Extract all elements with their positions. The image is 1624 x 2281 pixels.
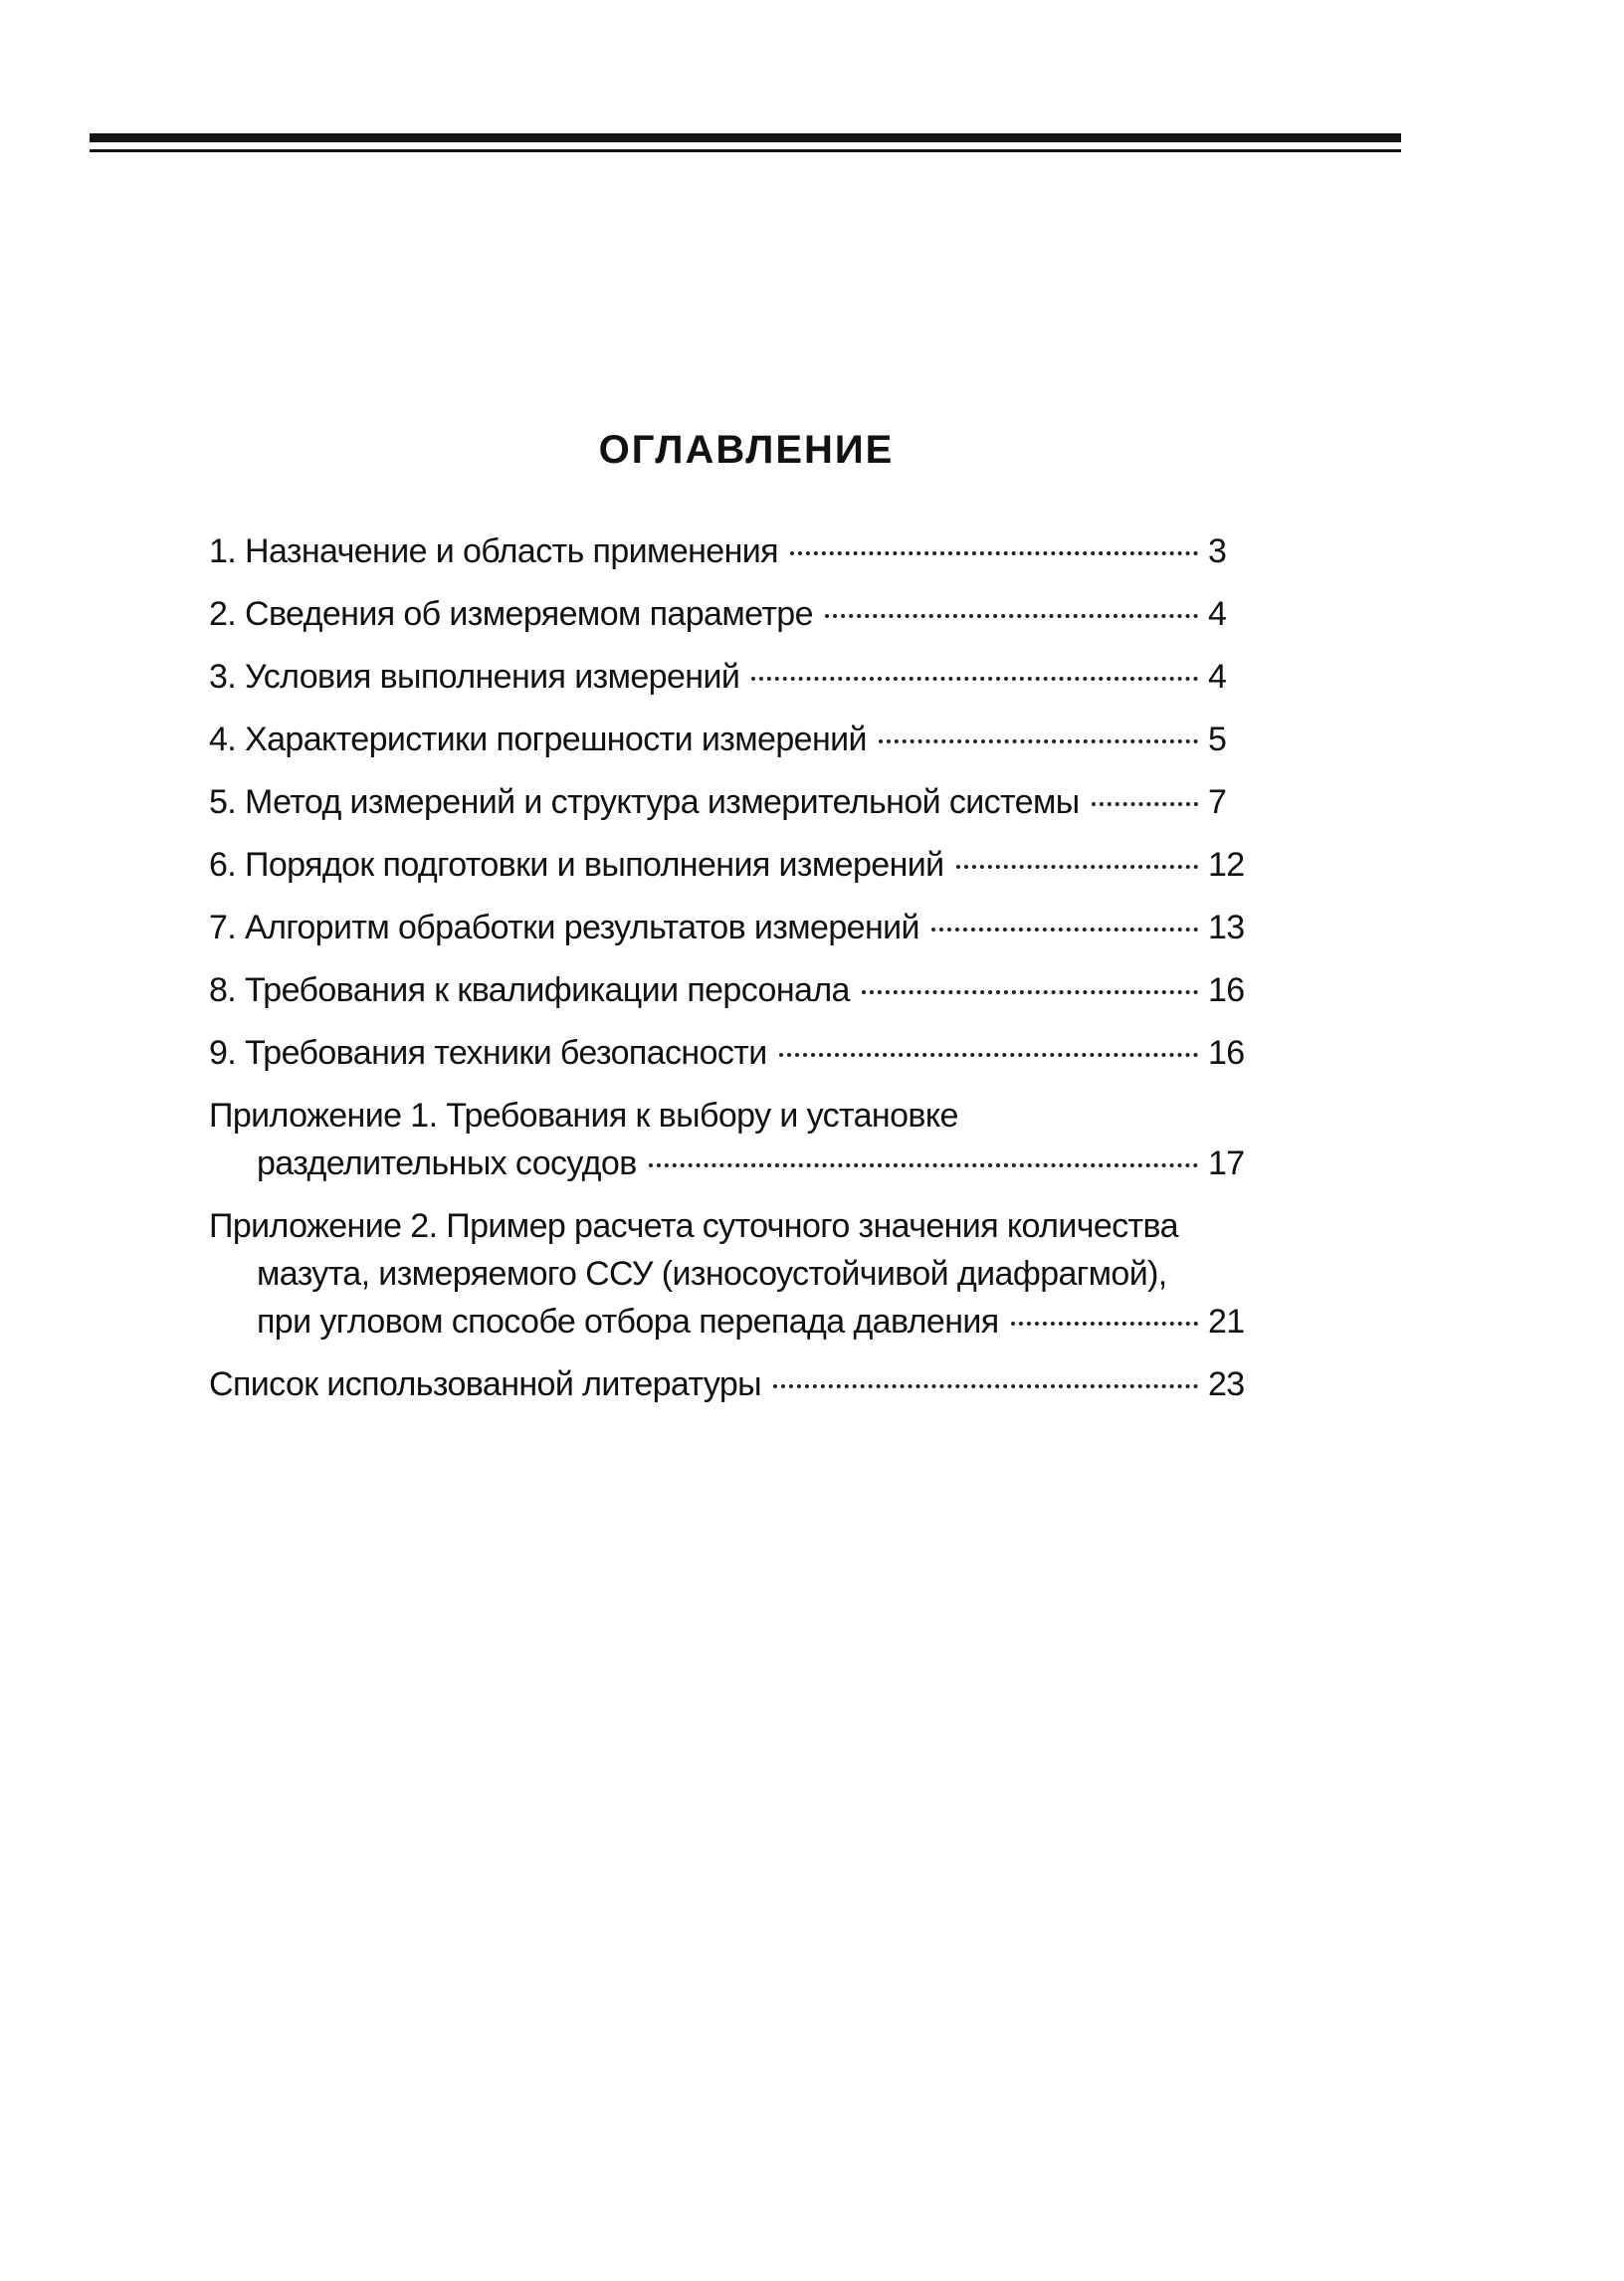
dot-leader [862,989,1198,994]
toc-page-number: 12 [1208,846,1245,884]
header-rule-thick [90,133,1401,142]
toc-page-number: 17 [1208,1144,1245,1182]
toc-entry-row [209,1298,1264,1346]
toc-page-number: 13 [1208,909,1245,946]
toc-entry-title-line: 8. Требования к квалификации персонала [209,971,850,1009]
toc-page-number: 16 [1208,1034,1245,1072]
toc-entry-title-line: Приложение 1. Требования к выбору и установке [209,1097,958,1135]
toc-entry[interactable] [209,778,1264,826]
toc-entry-row [209,841,1264,889]
dot-leader [649,1162,1198,1167]
toc-page-number: 3 [1208,532,1227,570]
toc-entry-title-line: 6. Порядок подготовки и выполнения измерений [209,846,944,884]
toc-entry[interactable] [209,527,1264,575]
toc-entry[interactable] [209,904,1264,951]
toc-entry[interactable] [209,653,1264,701]
toc-entry-row [209,716,1264,763]
toc-page-number: 4 [1208,658,1227,696]
toc-entry-row [209,653,1264,701]
toc-entry[interactable] [209,1092,1264,1187]
toc-page-number: 4 [1208,595,1227,633]
toc-entry-row [209,778,1264,826]
toc-entry-title-line: 9. Требования техники безопасности [209,1034,767,1072]
toc-entry-row [209,1029,1264,1077]
dot-leader [751,676,1198,681]
toc-entry-title-line: 5. Метод измерений и структура измерительной системы [209,783,1080,821]
toc-entry-row [209,1140,1264,1187]
toc-page-number: 5 [1208,721,1227,758]
toc-entry-title-line: 1. Назначение и область применения [209,532,778,570]
toc-entry-title-line: 4. Характеристики погрешности измерений [209,721,867,758]
toc-entry-row [209,904,1264,951]
toc-entry[interactable] [209,590,1264,638]
toc-entry[interactable] [209,1029,1264,1077]
toc-entry-title-line: 7. Алгоритм обработки результатов измерений [209,909,919,946]
toc-page-number: 7 [1208,783,1227,821]
dot-leader [773,1383,1198,1388]
dot-leader [879,738,1198,743]
dot-leader [779,1052,1198,1057]
toc-entry-row [209,590,1264,638]
toc-entry[interactable] [209,716,1264,763]
toc-entry-title-line: мазута, измеряемого ССУ (износоустойчивой диафрагмой), [257,1255,1167,1293]
header-rule-thin [90,149,1401,152]
page-title: ОГЛАВЛЕНИЕ [598,428,895,472]
dot-leader [1011,1321,1198,1326]
toc-entry-title-line: Список использованной литературы [209,1365,762,1403]
toc-entry[interactable] [209,966,1264,1014]
dot-leader [790,550,1198,555]
dot-leader [931,927,1198,932]
dot-leader [956,864,1198,869]
toc-entry-row [209,1360,1264,1408]
toc-entry-title-line: при угловом способе отбора перепада давления [257,1303,999,1341]
toc-page-number: 16 [1208,971,1245,1009]
toc-entry-title-line: Приложение 2. Пример расчета суточного значения количества [209,1207,1178,1245]
toc-entry-title-line: 3. Условия выполнения измерений [209,658,740,696]
toc-entry-title-line: 2. Сведения об измеряемом параметре [209,595,813,633]
dot-leader [1092,801,1198,806]
toc-entry[interactable] [209,1360,1264,1408]
toc-entry[interactable] [209,841,1264,889]
toc-entry[interactable] [209,1202,1264,1346]
dot-leader [825,613,1198,618]
table-of-contents [209,527,1264,1423]
toc-page-number: 23 [1208,1365,1245,1403]
toc-entry-row [209,966,1264,1014]
toc-page-number: 21 [1208,1303,1245,1341]
toc-entry-row [209,527,1264,575]
toc-entry-title-line: разделительных сосудов [257,1144,637,1182]
